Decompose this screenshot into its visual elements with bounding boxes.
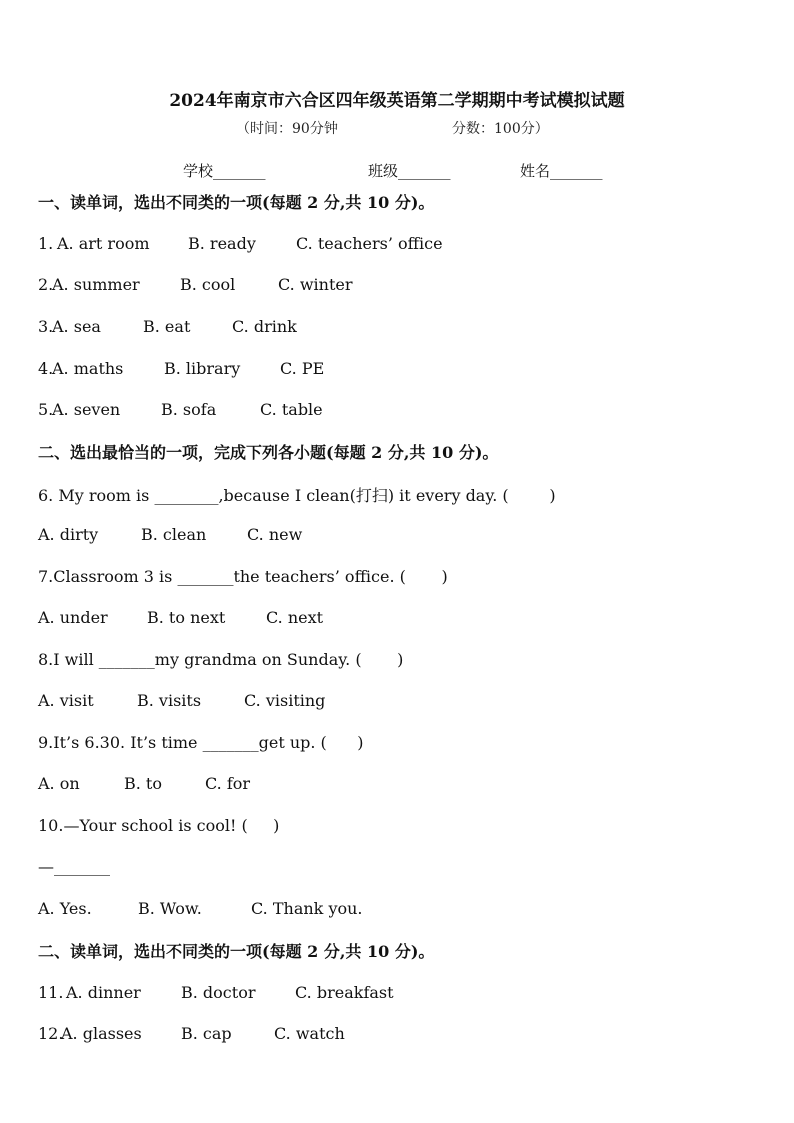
option-a: A. dirty bbox=[38, 525, 99, 544]
section-2-heading: 二、选出最恰当的一项，完成下列各小题(每题 2 分,共 10 分)。 bbox=[38, 443, 499, 462]
option-a: A. Yes. bbox=[38, 899, 92, 918]
question-stem: 8.I will _______my grandma on Sunday. ( ) bbox=[38, 650, 404, 669]
school-field: 学校_______ bbox=[183, 162, 266, 180]
option-b: B. to bbox=[124, 774, 162, 793]
option-c: C. PE bbox=[280, 359, 325, 378]
option-a: A. maths bbox=[52, 359, 124, 378]
option-c: C. for bbox=[205, 774, 251, 793]
option-c: C. drink bbox=[232, 317, 297, 336]
option-a: A. sea bbox=[52, 317, 101, 336]
question-number: 1. bbox=[38, 234, 59, 253]
class-field: 班级_______ bbox=[368, 162, 451, 180]
option-a: A. under bbox=[38, 608, 108, 627]
option-c: C. teachers’ office bbox=[296, 234, 443, 253]
option-b: B. clean bbox=[141, 525, 207, 544]
question-number: 12. bbox=[38, 1024, 64, 1043]
option-a: A. visit bbox=[38, 691, 94, 710]
option-b: B. cool bbox=[180, 275, 236, 294]
option-c: C. next bbox=[266, 608, 324, 627]
option-b: B. Wow. bbox=[138, 899, 202, 918]
option-a: A. dinner bbox=[66, 983, 141, 1002]
option-a: A. on bbox=[38, 774, 80, 793]
option-a: A. art room bbox=[57, 234, 150, 253]
question-number: 3. bbox=[38, 317, 54, 336]
question-number: 2. bbox=[38, 275, 54, 294]
option-b: B. sofa bbox=[161, 400, 217, 419]
option-c: C. winter bbox=[278, 275, 353, 294]
exam-time: （时间：90分钟 bbox=[236, 121, 338, 137]
option-a: A. glasses bbox=[61, 1024, 142, 1043]
exam-score: 分数：100分） bbox=[452, 121, 549, 137]
option-b: B. to next bbox=[147, 608, 226, 627]
question-number: 4. bbox=[38, 359, 54, 378]
section-3-heading: 二、读单词，选出不同类的一项(每题 2 分,共 10 分)。 bbox=[38, 942, 435, 961]
option-a: A. seven bbox=[52, 400, 121, 419]
option-b: B. ready bbox=[188, 234, 256, 253]
question-stem: 9.It’s 6.30. It’s time _______get up. ( ) bbox=[38, 733, 364, 752]
page-title: 2024年南京市六合区四年级英语第二学期期中考试模拟试题 bbox=[169, 91, 625, 111]
question-number: 11. bbox=[38, 983, 69, 1002]
option-c: C. Thank you. bbox=[251, 899, 363, 918]
question-stem: 7.Classroom 3 is _______the teachers’ office. ( ) bbox=[38, 567, 448, 586]
option-b: B. visits bbox=[137, 691, 202, 710]
option-b: B. cap bbox=[181, 1024, 232, 1043]
option-b: B. eat bbox=[143, 317, 191, 336]
section-1-heading: 一、读单词，选出不同类的一项(每题 2 分,共 10 分)。 bbox=[38, 193, 435, 212]
option-c: C. breakfast bbox=[295, 983, 394, 1002]
option-b: B. doctor bbox=[181, 983, 256, 1002]
name-field: 姓名_______ bbox=[520, 162, 603, 180]
option-a: A. summer bbox=[52, 275, 140, 294]
question-stem: 6. My room is ________,because I clean(打扫) it every day. ( ) bbox=[38, 486, 556, 505]
option-c: C. visiting bbox=[244, 691, 326, 710]
option-c: C. table bbox=[260, 400, 323, 419]
option-c: C. watch bbox=[274, 1024, 345, 1043]
question-stem: 10.—Your school is cool! ( ) bbox=[38, 816, 280, 835]
option-c: C. new bbox=[247, 525, 303, 544]
option-b: B. library bbox=[164, 359, 241, 378]
question-number: 5. bbox=[38, 400, 54, 419]
answer-blank: —_______ bbox=[38, 857, 110, 876]
